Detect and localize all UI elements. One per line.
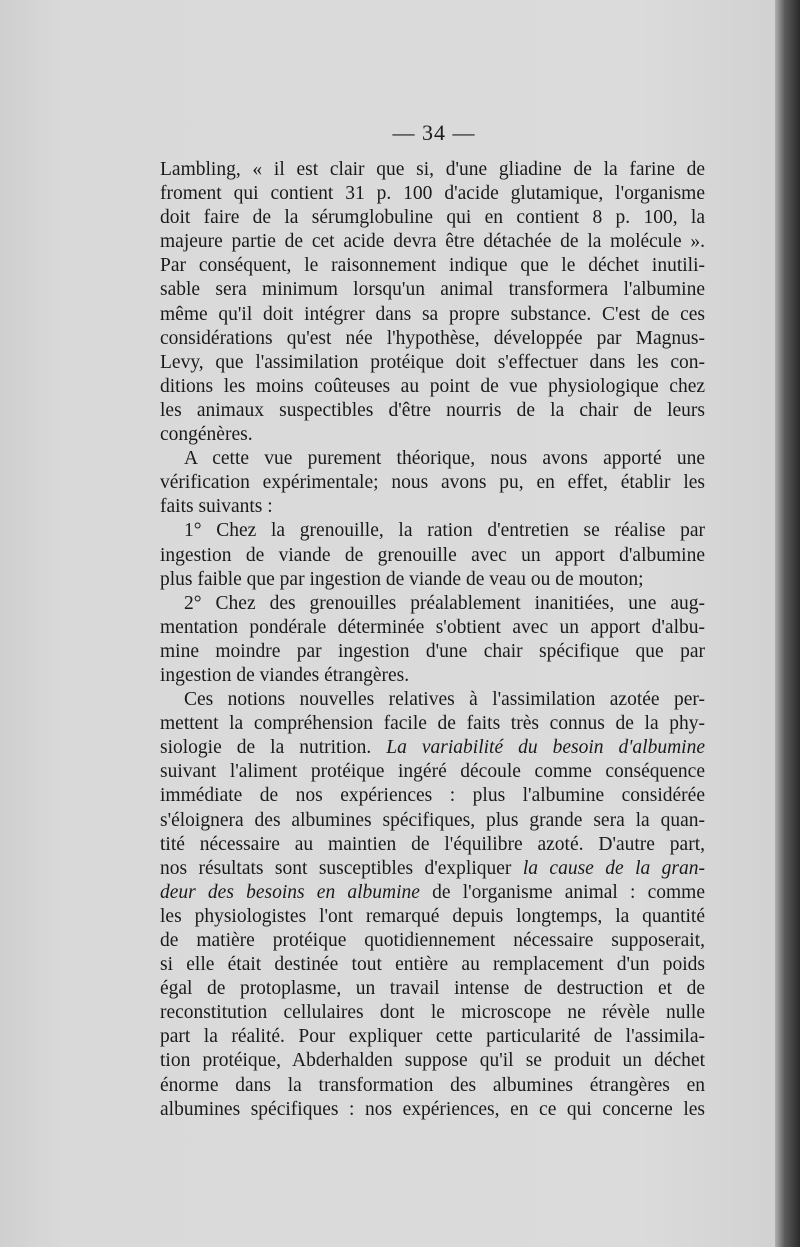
text-run: froment qui contient 31 p. 100 d'acide glutamique, l'organisme	[160, 183, 705, 205]
text-run: majeure partie de cet acide devra être détachée de la molécule ».	[160, 231, 705, 253]
text-line	[160, 206, 705, 230]
text-line	[160, 278, 705, 302]
page-number: — 34 —	[392, 120, 476, 145]
text-line	[160, 447, 705, 471]
page-edge-shadow	[775, 0, 800, 1247]
text-line	[160, 399, 705, 423]
text-run: 2° Chez des grenouilles préalablement inanitiées, une aug-	[184, 592, 705, 614]
text-run: suivant l'aliment protéique ingéré découle comme conséquence	[160, 761, 705, 783]
text-run: de l'organisme animal : comme	[419, 881, 705, 903]
text-line	[160, 1074, 705, 1098]
text-run: mentation pondérale déterminée s'obtient avec un apport d'albu-	[160, 616, 705, 638]
text-line	[160, 544, 705, 568]
text-run: siologie de la nutrition.	[160, 737, 387, 759]
text-line	[160, 182, 705, 206]
text-run: part la réalité. Pour expliquer cette particularité de l'assimila-	[160, 1026, 705, 1048]
text-run: égal de protoplasme, un travail intense de destruction et de	[160, 978, 705, 1000]
text-line	[160, 857, 705, 881]
text-line	[160, 929, 705, 953]
text-run: si elle était destinée tout entière au remplacement d'un poids	[160, 954, 705, 976]
text-line	[160, 736, 705, 760]
text-run: s'éloignera des albumines spécifiques, plus grande sera la quan-	[160, 809, 705, 831]
text-line	[160, 977, 705, 1001]
text-run: faits suivants :	[160, 496, 273, 518]
text-run: de matière protéique quotidiennement nécessaire supposerait,	[160, 930, 705, 951]
text-run: congénères.	[160, 424, 253, 446]
text-run: considérations qu'est née l'hypothèse, développée par Magnus-	[160, 327, 705, 349]
text-run: plus faible que par ingestion de viande de veau ou de mouton;	[160, 568, 644, 590]
text-line	[160, 760, 705, 784]
text-run: énorme dans la transformation des albumines étrangères en	[160, 1074, 705, 1096]
body-text	[160, 158, 705, 1122]
text-line	[160, 568, 705, 592]
text-line	[160, 1098, 705, 1122]
text-line	[160, 616, 705, 640]
text-run: ingestion de viande de grenouille avec un apport d'albumine	[160, 544, 705, 566]
text-line	[160, 327, 705, 351]
text-run: albumines spécifiques : nos expériences, en ce qui concerne les	[160, 1098, 705, 1120]
text-run: même qu'il doit intégrer dans sa propre substance. C'est de ces	[160, 303, 705, 325]
text-run: tion protéique, Abderhalden suppose qu'il se produit un déchet	[160, 1050, 705, 1072]
text-run: tité nécessaire au maintien de l'équilibre azoté. D'autre part,	[160, 833, 705, 855]
text-run: ditions les moins coûteuses au point de vue physiologique chez	[160, 375, 705, 397]
text-line	[160, 519, 705, 543]
text-run: Levy, que l'assimilation protéique doit s'effectuer dans les con-	[160, 351, 705, 373]
text-run: A cette vue purement théorique, nous avons apporté une	[184, 448, 705, 470]
text-line	[160, 833, 705, 857]
text-line	[160, 640, 705, 664]
italic-run: La variabilité du besoin d'albumine	[386, 737, 705, 759]
text-line	[160, 881, 705, 905]
text-run: sable sera minimum lorsqu'un animal transformera l'albumine	[160, 279, 705, 301]
text-run: reconstitution cellulaires dont le microscope ne révèle nulle	[160, 1002, 705, 1024]
text-line	[160, 664, 705, 688]
text-line	[160, 351, 705, 375]
text-run: mine moindre par ingestion d'une chair spécifique que par	[160, 640, 705, 662]
text-run: vérification expérimentale; nous avons pu, en effet, établir les	[160, 472, 705, 494]
italic-run: la cause de la gran-	[522, 857, 705, 879]
text-run: 1° Chez la grenouille, la ration d'entretien se réalise par	[184, 520, 705, 542]
text-line	[160, 688, 705, 712]
text-line	[160, 230, 705, 254]
text-line	[160, 158, 705, 182]
text-line	[160, 495, 705, 519]
text-line	[160, 471, 705, 495]
text-line	[160, 303, 705, 327]
text-line	[160, 905, 705, 929]
text-run: ingestion de viandes étrangères.	[160, 664, 410, 686]
text-line	[160, 1001, 705, 1025]
text-line	[160, 423, 705, 447]
text-run: Par conséquent, le raisonnement indique que le déchet inutili-	[160, 255, 705, 277]
text-run: les physiologistes l'ont remarqué depuis longtemps, la quantité	[160, 905, 705, 927]
text-line	[160, 375, 705, 399]
text-run: doit faire de la sérumglobuline qui en contient 8 p. 100, la	[160, 207, 705, 229]
text-run: immédiate de nos expériences : plus l'albumine considérée	[160, 785, 705, 807]
text-line	[160, 809, 705, 833]
text-line	[160, 1025, 705, 1049]
text-line	[160, 953, 705, 977]
text-run: mettent la compréhension facile de faits très connus de la phy-	[160, 713, 705, 735]
text-line	[160, 784, 705, 808]
text-line	[160, 712, 705, 736]
text-run: Ces notions nouvelles relatives à l'assimilation azotée per-	[184, 689, 705, 711]
text-line	[160, 592, 705, 616]
text-line	[160, 1049, 705, 1073]
italic-run: deur des besoins en albumine	[160, 881, 420, 903]
text-run: Lambling, « il est clair que si, d'une gliadine de la farine de	[160, 159, 705, 180]
text-line	[160, 254, 705, 278]
text-run: les animaux suspectibles d'être nourris de la chair de leurs	[160, 399, 705, 421]
text-run: nos résultats sont susceptibles d'expliquer	[160, 857, 523, 879]
